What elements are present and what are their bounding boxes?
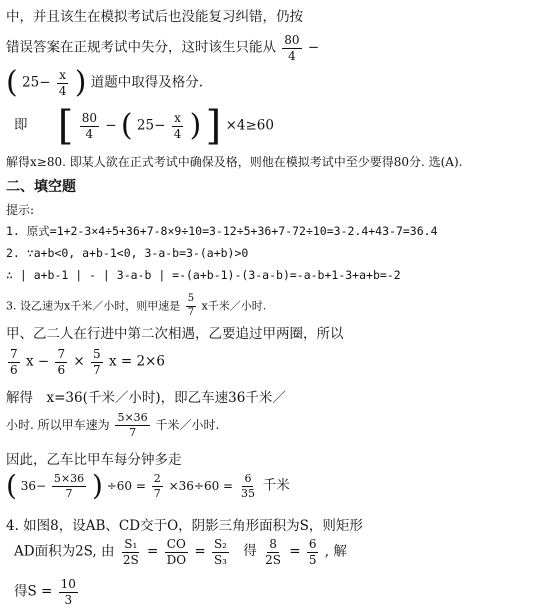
- numerator: 8: [269, 537, 277, 551]
- text-line-17: [6, 469, 546, 502]
- text-line-8: [6, 226, 546, 238]
- numerator: 80: [81, 110, 97, 125]
- denominator: 4: [85, 126, 94, 141]
- text: 4. 如图8，设AB、CD交于O，阴影三角形面积为S，则矩形: [6, 518, 363, 534]
- text: −: [307, 39, 320, 56]
- heading-text: 二、填空题: [6, 179, 76, 195]
- numerator: S₂: [213, 537, 227, 551]
- fraction: [121, 538, 141, 566]
- denominator: 2S: [122, 552, 139, 567]
- text: , 解: [324, 543, 347, 560]
- denominator: DO: [166, 552, 187, 567]
- denominator: S₃: [213, 552, 227, 567]
- text: 提示:: [6, 203, 35, 217]
- numerator: 7: [57, 347, 66, 361]
- text-line-5: [6, 156, 546, 168]
- numerator: 5×36: [117, 411, 148, 424]
- fraction: [52, 473, 86, 499]
- text: x = 2×6: [108, 353, 165, 370]
- text-line-15: [6, 412, 546, 438]
- right-bracket: ]: [205, 103, 222, 149]
- text: ×: [73, 353, 85, 370]
- fraction: [115, 412, 149, 438]
- text: 小时. 所以甲车速为: [6, 418, 110, 433]
- fraction: [57, 69, 69, 97]
- fraction: [172, 112, 184, 140]
- label: 即: [14, 117, 28, 134]
- text-line-14: [6, 392, 546, 406]
- text: 得S =: [14, 583, 53, 600]
- denominator: 7: [65, 486, 73, 500]
- text: =: [289, 543, 301, 560]
- numerator: CO: [166, 537, 186, 551]
- text: 25−: [136, 117, 166, 134]
- text: 25−: [22, 74, 51, 91]
- numerator: 6: [308, 537, 317, 551]
- text: ×36÷60 =: [168, 479, 234, 493]
- text: 1. 原式=1+2-3×4÷5+36+7-8×9÷10=3-12÷5+36+7-72÷10=3-2.4+43-7=36.4: [6, 224, 438, 238]
- text-line-20: [14, 578, 546, 606]
- fraction: [212, 538, 229, 566]
- numerator: 80: [284, 33, 300, 47]
- denominator: 7: [129, 425, 137, 439]
- left-paren: (: [6, 469, 17, 502]
- text: 错误答案在正规考试中失分，这时该生只能从: [6, 39, 276, 56]
- text-line-3: [6, 65, 546, 100]
- denominator: 4: [173, 126, 182, 141]
- denominator: 3: [64, 592, 73, 607]
- fraction: [152, 473, 163, 499]
- fraction: [186, 294, 196, 318]
- denominator: 7: [187, 306, 195, 318]
- text: 因此，乙车比甲车每分钟多走: [6, 452, 182, 468]
- text: 解得x≥80. 即某人欲在正式考试中确保及格，则他在模拟考试中至少要得80分. 选(A).: [6, 155, 463, 169]
- numerator: 6: [244, 471, 252, 485]
- right-paren: ): [91, 469, 103, 502]
- fraction: [59, 578, 78, 606]
- text: x千米／小时.: [201, 299, 267, 313]
- text: 中，并且该生在模拟考试后也没能复习纠错，仍按: [6, 9, 303, 25]
- text: ÷60 =: [106, 479, 146, 493]
- text: ∴ | a+b-1 | - | 3-a-b | =-(a+b-1)-(3-a-b)=-a-b+1-3+a+b=-2: [6, 268, 401, 282]
- fraction: [282, 34, 301, 62]
- numerator: 2: [153, 471, 161, 485]
- section-heading: [6, 180, 546, 194]
- left-paren: (: [6, 65, 18, 100]
- text-line-19: [14, 538, 546, 566]
- text-line-10: [6, 270, 546, 282]
- text: 解得 x=36(千米／小时)，即乙车速36千米／: [6, 390, 286, 406]
- text: 千米: [262, 477, 290, 494]
- fraction: [91, 348, 103, 376]
- fraction: [165, 538, 188, 566]
- text-line-4: [14, 103, 546, 149]
- fraction: [80, 112, 99, 140]
- right-paren: ): [189, 108, 202, 143]
- numerator: 5: [186, 294, 196, 307]
- text-line-11: [6, 294, 546, 318]
- denominator: 35: [240, 486, 255, 500]
- text: =: [146, 543, 159, 560]
- denominator: 6: [10, 362, 18, 377]
- left-paren: (: [120, 108, 133, 143]
- denominator: 7: [93, 362, 101, 377]
- numerator: 5: [93, 347, 101, 361]
- numerator: x: [59, 67, 67, 82]
- text: −: [105, 117, 117, 134]
- fraction: [263, 538, 283, 566]
- text: ×4≥60: [225, 117, 274, 134]
- numerator: 10: [60, 577, 76, 591]
- right-paren: ): [74, 65, 87, 100]
- left-bracket: [: [57, 103, 74, 149]
- text: 3. 设乙速为x千米／小时，则甲速是: [6, 299, 181, 313]
- numerator: x: [174, 110, 181, 125]
- denominator: 4: [58, 83, 67, 98]
- text: AD面积为2S, 由: [14, 543, 115, 560]
- text: 道题中取得及格分.: [90, 74, 204, 91]
- text-line-16: [6, 454, 546, 468]
- text: 千米／小时.: [155, 418, 220, 433]
- text-line-18: [6, 520, 546, 534]
- text: 甲、乙二人在行进中第二次相遇，乙要追过甲两圈，所以: [6, 326, 344, 342]
- fraction: [8, 348, 20, 376]
- text: 2. ∵a+b<0, a+b-1<0, 3-a-b=3-(a+b)>0: [6, 246, 249, 260]
- numerator: 5×36: [53, 471, 85, 485]
- denominator: 5: [308, 552, 317, 567]
- text-line-13: [6, 348, 546, 376]
- text: 36−: [20, 479, 47, 493]
- text: x −: [25, 353, 50, 370]
- numerator: S₁: [124, 537, 138, 551]
- fraction: [55, 348, 67, 376]
- text-line-9: [6, 248, 546, 260]
- text-line-7: [6, 204, 546, 216]
- fraction: [307, 538, 319, 566]
- fraction: [239, 473, 257, 499]
- denominator: 6: [57, 362, 66, 377]
- denominator: 7: [153, 486, 161, 500]
- numerator: 7: [10, 347, 18, 361]
- text-line-12: [6, 328, 546, 342]
- text: 得: [243, 543, 257, 560]
- text-line-1: [6, 11, 546, 25]
- denominator: 4: [288, 48, 296, 63]
- text: =: [194, 543, 206, 560]
- text-line-2: [6, 34, 546, 62]
- denominator: 2S: [265, 552, 281, 567]
